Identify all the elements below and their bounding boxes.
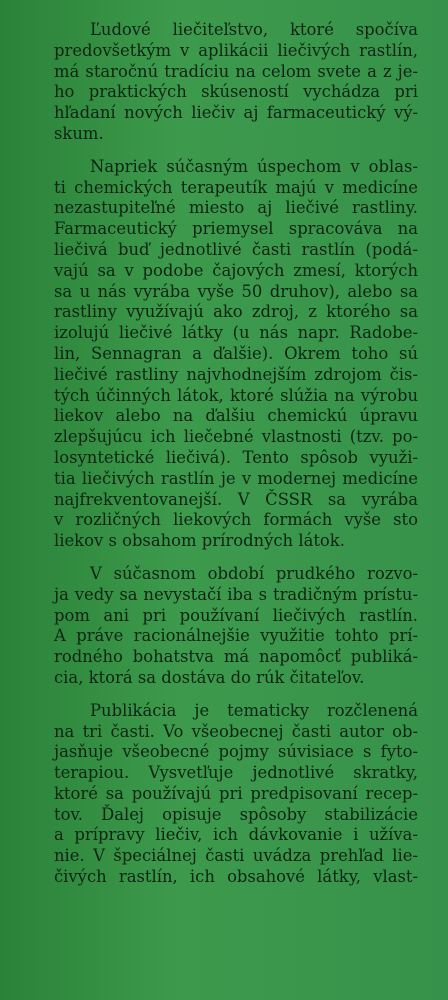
text-line: rastliny využívajú ako zdroj, z ktorého sa: [54, 302, 418, 322]
text-line: ktoré sa používajú pri predpisovaní recep-: [54, 783, 418, 803]
text-line: pom ani pri používaní liečivých rastlín.: [54, 605, 418, 625]
text-line: ti chemických terapeutík majú v medicíne: [54, 177, 418, 197]
text-line: rodného bohatstva má napomôcť publiká-: [54, 647, 418, 667]
text-line: tia liečivých rastlín je v modernej medicíne: [54, 468, 418, 488]
text-line: liečivá buď jednotlivé časti rastlín (podá-: [54, 239, 418, 259]
text-line: izolujú liečivé látky (u nás napr. Radobe-: [54, 323, 418, 343]
text-line: Napriek súčasným úspechom v oblas-: [90, 156, 418, 176]
text-line: cia, ktorá sa dostáva do rúk čitateľov.: [54, 667, 365, 687]
text-line: lin, Sennagran a ďalšie). Okrem toho sú: [54, 343, 418, 363]
text-line: zlepšujúcu ich liečebné vlastnosti (tzv. po-: [54, 427, 418, 447]
text-line: Ľudové liečiteľstvo, ktoré spočíva: [90, 20, 418, 39]
text-line: liekov s obsahom prírodných látok.: [54, 531, 345, 551]
text-line: čivých rastlín, ich obsahové látky, vlast-: [54, 867, 418, 887]
text-line: liečivé rastliny najvhodnejším zdrojom čis-: [54, 364, 418, 384]
text-line: Publikácia je tematicky rozčlenená: [90, 700, 418, 720]
paragraph-3: [54, 564, 418, 689]
text-line: nezastupiteľné miesto aj liečivé rastliny.: [54, 198, 418, 218]
paragraph-2: [54, 157, 418, 552]
text-line: losyntetické liečivá). Tento spôsob využi-: [54, 447, 418, 467]
text-line: v rozličných liekových formách vyše sto: [54, 510, 418, 530]
text-line: hľadaní nových liečiv aj farmaceutický vý-: [54, 103, 418, 123]
paragraph-1: [54, 20, 418, 145]
text-line: sa u nás vyrába vyše 50 druhov), alebo sa: [54, 281, 418, 301]
text-line: vajú sa v podobe čajových zmesí, ktorých: [54, 260, 418, 280]
text-line: najfrekventovanejší. V ČSSR sa vyrába: [54, 489, 418, 509]
text-line: tov. Ďalej opisuje spôsoby stabilizácie: [54, 804, 418, 824]
text-line: A práve racionálnejšie využitie tohto prí-: [54, 626, 418, 646]
text-line: nie. V špeciálnej časti uvádza prehľad lie-: [54, 846, 418, 866]
text-line: predovšetkým v aplikácii liečivých rastlín,: [54, 40, 418, 60]
text-line: tých účinných látok, ktoré slúžia na výrobu: [54, 385, 418, 405]
text-line: ja vedy sa nevystačí iba s tradičným prístu-: [54, 584, 418, 604]
text-line: liekov alebo na ďalšiu chemickú úpravu: [54, 406, 418, 426]
text-line: má staročnú tradíciu na celom svete a z je-: [54, 61, 418, 81]
text-line: jasňuje všeobecné pojmy súvisiace s fyto-: [54, 742, 418, 762]
text-line: Farmaceutický priemysel spracováva na: [54, 219, 418, 239]
text-line: skum.: [54, 123, 104, 143]
text-line: terapiou. Vysvetľuje jednotlivé skratky,: [54, 763, 418, 783]
text-line: V súčasnom období prudkého rozvo-: [90, 563, 418, 583]
body-text: [54, 20, 418, 900]
text-line: na tri časti. Vo všeobecnej časti autor ob-: [54, 721, 418, 741]
text-line: ho praktických skúseností vychádza pri: [54, 82, 418, 102]
paragraph-4: [54, 701, 418, 888]
text-line: a prípravy liečiv, ich dávkovanie i užíva-: [54, 825, 418, 845]
